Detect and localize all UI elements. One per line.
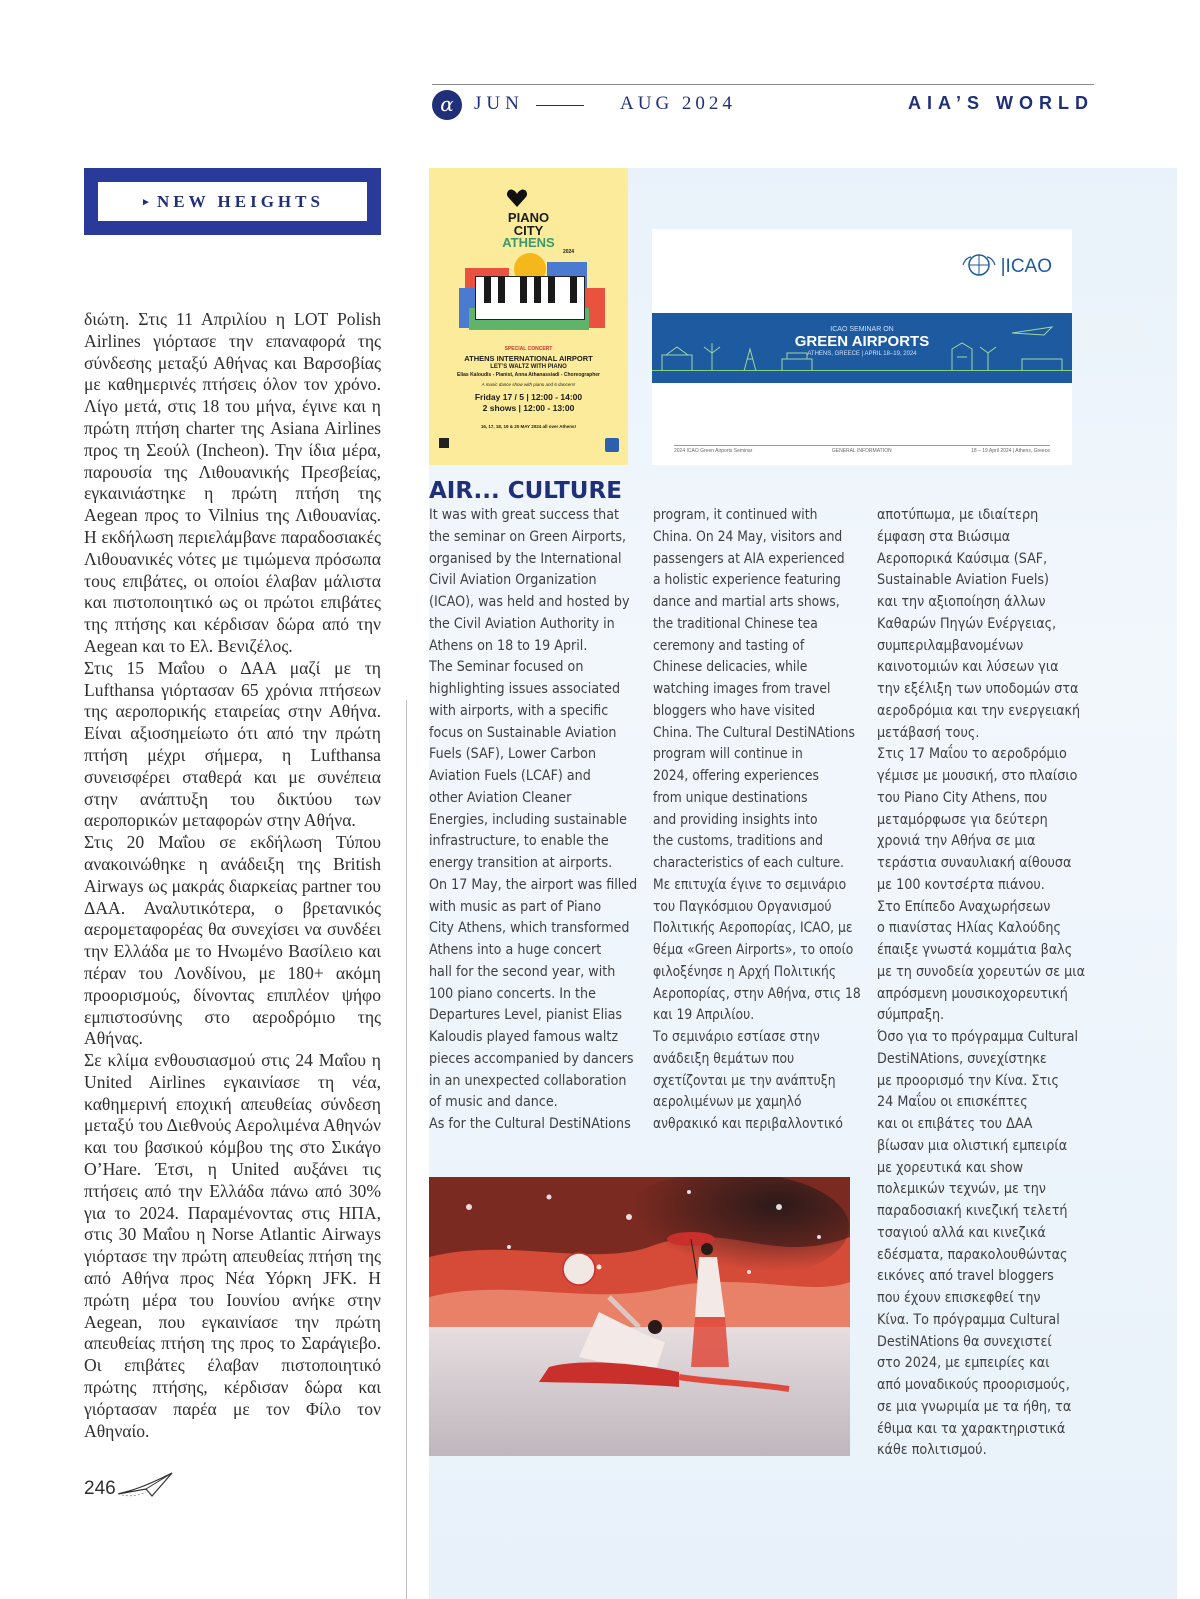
icao-logo: |ICAO — [961, 253, 1052, 278]
article-text: program, it continued with China. On 24 May, visitors and passengers at AIA experienced a holistic experience featuring dance and martial arts shows, the traditional Chinese tea ceremony and tasting of Chinese delicacies, while watching images from travel bloggers who have visited China. The Cultural DestiNAtions program will continue in 2024, offering experiences from unique destinations and providing insights into the customs, traditions and characteristics of each culture. Με επιτυχία έγινε το σεμινάριο του Παγκόσμιου Οργανισμού Πολιτικής Αεροπορίας, ICAO, με θέμα «Green Airports», το οποίο φιλοξένησε η Αρχή Πολιτικής Αεροπορίας, στην Αθήνα, στις 18 και 19 Απριλίου. Το σεμινάριο εστίασε στην ανάδειξη θεμάτων που σχετίζονται με την ανάπτυξη αερολιμένων με χαμηλό ανθρακικό και περιβαλλοντικό — [653, 507, 861, 1132]
magazine-header — [432, 90, 1094, 120]
poster-description: A music dance show with piano and 6 dancers! — [481, 382, 576, 387]
article-column-3 — [877, 505, 1085, 1462]
left-paragraph: Στις 15 Μαΐου ο ΔΑΑ μαζί με τη Lufthansa γιόρτασαν 65 χρόνια πτήσεων της αεροπορικής εταιρείας στην Αθήνα. Είναι αξιοσημείωτο ότι από την πρώτη πτήση μέχρι σήμερα, η Lufthansa συνεισφέρει σταθερά και με συνέπεια στην ανάπτυξη του δικτύου των αεροπορικών μεταφορών στην Αθήνα. — [84, 657, 381, 831]
poster-venue: ATHENS INTERNATIONAL AIRPORT — [464, 354, 593, 363]
banner-title: GREEN AIRPORTS — [794, 333, 930, 350]
icao-footer-mid: GENERAL INFORMATION — [831, 448, 892, 454]
heart-icon — [506, 188, 528, 208]
poster-performers: Elias Kaloudis - Pianist, Anna Athanassiadi - Choreographer — [457, 372, 600, 378]
banner-ground-line — [652, 370, 1072, 371]
issue-date-from: JUN — [474, 93, 524, 114]
qr-code-icon — [439, 438, 449, 448]
article-column-1 — [429, 505, 637, 1136]
article-column-2 — [653, 505, 861, 1136]
header-rule — [432, 84, 1094, 85]
poster-dates-footer: 16, 17, 18, 19 & 20 MAY 2024 all over Athens! — [480, 424, 577, 429]
piano-keys-icon — [475, 276, 585, 320]
issue-date-dash — [536, 105, 584, 106]
column-divider — [406, 700, 407, 1599]
icao-footer — [674, 445, 1050, 454]
poster-shows: 2 shows | 12:00 - 13:00 — [482, 403, 575, 413]
page-number: 246 — [84, 1478, 116, 1499]
section-name: AIA’S WORLD — [908, 93, 1094, 113]
article-title: AIR... CULTURE — [429, 478, 622, 504]
left-paragraph: Σε κλίμα ενθουσιασμού στις 24 Μαΐου η United Airlines εγκαινίασε τη νέα, καθημερινή εποχική απευθείας σύνδεση μεταξύ του Διεθνούς Αερολιμένα Αθηνών και του βασικού κόμβου της στο Σικάγο O’Hare. Έτσι, η United αυξάνει τις πτήσεις από την Ελλάδα πάνω από 30% για το 2024. Παραμένοντας στις ΗΠΑ, στις 30 Μαΐου η Norse Atlantic Airways γιόρτασε την πρώτη απευθείας πτήση της από Αθήνα προς Νέα Υόρκη JFK. Η πρώτη μέρα του Ιουνίου ανήκε στην Aegean, που εγκαινίασε την πρώτη απευθείας πτήση της προς το Σαράγιεβο. Οι επιβάτες έλαβαν πιστοποιητικό πρώτης πτήσης, κέρδισαν δώρα και γιόρτασαν παρέα με τον Φίλο τον Αθηναίο. — [84, 1050, 381, 1441]
poster-date: Friday 17 / 5 | 12:00 - 14:00 — [474, 392, 583, 402]
issue-date-to: AUG 2024 — [620, 93, 736, 114]
icao-emblem-icon — [961, 253, 997, 277]
dance-performance-photo — [429, 1177, 850, 1456]
triangle-right-icon: ► — [141, 197, 151, 208]
article-text: It was with great success that the seminar on Green Airports, organised by the International Civil Aviation Organization (ICAO), was held and hosted by the Civil Aviation Authority in Athens on 18 to 19 April. The Seminar focused on highlighting issues associated with airports, with a specific focus on Sustainable Aviation Fuels (SAF), Lower Carbon Aviation Fuels (LCAF) and other Aviation Cleaner Energies, including sustainable infrastructure, to enable the energy transition at airports. On 17 May, the airport was filled with music as part of Piano City Athens, which transformed Athens into a huge concert hall for the second year, with 100 piano concerts. In the Departures Level, pianist Elias Kaloudis played famous waltz pieces accompanied by dancers in an unexpected collaboration of music and dance. As for the Cultural DestiNAtions — [429, 507, 638, 1132]
poster-title-city: CITY — [513, 223, 544, 238]
section-tag-label: NEW HEIGHTS — [156, 192, 324, 211]
icao-logo-text: ICAO — [1005, 256, 1052, 277]
left-paragraph: διώτη. Στις 11 Απριλίου η LOT Polish Airlines γιόρτασε την επαναφορά της σύνδεσης μεταξύ Αθήνας και Βαρσοβίας με καθημερινές πτήσεις όλον τον χρόνο. Λίγο μετά, στις 18 του μήνα, έγινε και η πρώτη πτήση charter της Asiana Airlines προς τη Σεούλ (Incheon). Την ίδια μέρα, παρουσία της Λιθουανικής Πρεσβείας, εγκαινιάστηκε η πρώτη πτήση της Aegean προς το Vilnius της Λιθουανίας. Η εκδήλωση περιελάμβανε παραδοσιακές Λιθουανικές νότες με τιμώμενα πρόσωπα τους επιβάτες, οι οποίοι έλαβαν μάλιστα και πιστοποιητικό ως οι πρώτοι επιβάτες της πτήσης και κέρδισαν δώρα από την Aegean και το Ελ. Βενιζέλος. — [84, 309, 381, 656]
section-tag-inner — [98, 182, 367, 221]
left-column-text — [84, 309, 381, 1442]
poster-subtitle: LET’S WALTZ WITH PIANO — [490, 364, 567, 370]
icao-banner — [652, 313, 1072, 383]
paper-plane-icon — [116, 1470, 176, 1500]
section-tag — [84, 168, 381, 235]
poster-year: 2024 — [562, 249, 575, 255]
piano-city-poster — [429, 168, 628, 465]
icao-footer-left: 2024 ICAO Green Airports Seminar — [674, 448, 753, 454]
dancers-illustration — [429, 1177, 850, 1456]
icao-seminar-graphic — [652, 229, 1072, 465]
icao-footer-right: 18 – 19 April 2024 | Athens, Greece — [971, 448, 1050, 454]
article-text: αποτύπωμα, με ιδιαίτερη έμφαση στα Βιώσιμα Αεροπορικά Καύσιμα (SAF, Sustainable Aviation Fuels) και την αξιοποίηση άλλων Καθαρών Πηγών Ενέργειας, συμπεριλαμβανομένων καινοτομιών και λύσεων για την εξέλιξη των υποδομών στα αεροδρόμια και την ενεργειακή μετάβασή τους. Στις 17 Μαΐου το αεροδρόμιο γέμισε με μουσική, στο πλαίσιο του Piano City Athens, που μεταμόρφωσε για δεύτερη χρονιά την Αθήνα σε μια τεράστια συναυλιακή αίθουσα με 100 κοντσέρτα πιάνου. Στο Επίπεδο Αναχωρήσεων ο πιανίστας Ηλίας Καλούδης έπαιξε γνωστά κομμάτια βαλς με τη συνοδεία χορευτών σε μια απρόσμενη μουσικοχορευτική σύμπραξη. Όσο για το πρόγραμμα Cultural DestiNAtions, συνεχίστηκε με προορισμό την Κίνα. Στις 24 Μαΐου οι επισκέπτες και οι επιβάτες του ΔΑΑ βίωσαν μια ολιστική εμπειρία με χορευτικά και show πολεμικών τεχνών, με την παραδοσιακή κινεζική τελετή τσαγιού αλλά και κινεζικά εδέσματα, παρακολουθώντας εικόνες από travel bloggers που έχουν επισκεφθεί την Κίνα. Το πρόγραμμα Cultural DestiNAtions θα συνεχιστεί στο 2024, με εμπειρίες και από μοναδικούς προορισμούς, σε μια γνωριμία με τα ήθη, τα έθιμα και τα χαρακτηριστικά κάθε πολιτισμού. — [877, 507, 1086, 1459]
banner-kicker: ICAO SEMINAR ON — [830, 326, 894, 333]
magazine-logo-icon: α — [432, 90, 462, 120]
poster-title-piano: PIANO — [507, 210, 550, 225]
banner-subtitle: ATHENS, GREECE | APRIL 18–19, 2024 — [807, 351, 917, 357]
left-paragraph: Στις 20 Μαΐου σε εκδήλωση Τύπου ανακοινώθηκε η ανάδειξη της British Airways ως μακράς διαρκείας partner του ΔΑΑ. Αναλυτικότερα, ο βρετανικός αερομεταφορέας θα συνεχίσει να συνδέει την Ελλάδα με το Ηνωμένο Βασίλειο και πέραν του Λονδίνου, με 180+ ακόμη προορισμούς, δίνοντας επιπλέον ψήφο εμπιστοσύνης στο αεροδρόμιο της Αθήνας. — [84, 832, 381, 1049]
aia-logo-icon — [605, 438, 619, 452]
poster-tagline: SPECIAL CONCERT — [504, 346, 553, 352]
poster-title-athens: ATHENS — [502, 235, 555, 250]
